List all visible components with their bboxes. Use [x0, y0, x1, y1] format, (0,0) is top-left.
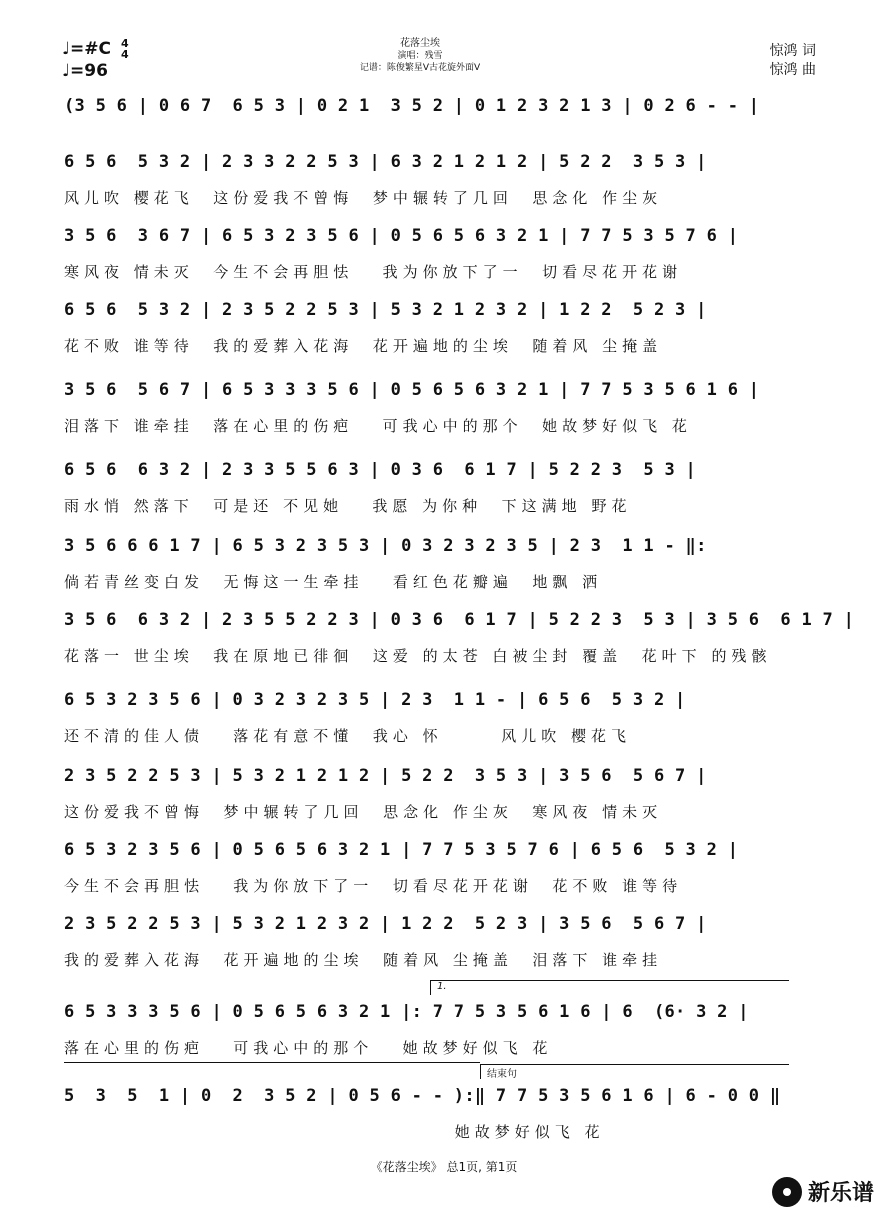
lyricist: 惊鸿 词	[769, 43, 816, 59]
lyric-line: 落在心里的伤疤 可我心中的那个 她故梦好似飞 花	[64, 1039, 553, 1057]
score-line	[0, 454, 888, 530]
composer: 惊鸿 曲	[769, 62, 816, 78]
notation-line: 6 5 6 5 3 2 | 2 3 5 2 2 5 3 | 5 3 2 1 2 3 2 | 1 2 2 5 2 3 |	[64, 300, 707, 320]
repeat-rule	[64, 1062, 480, 1063]
site-logo	[772, 1176, 874, 1207]
notation-line: 3 5 6 5 6 7 | 6 5 3 3 3 5 6 | 0 5 6 5 6 3 2 1 | 7 7 5 3 5 6 1 6 |	[64, 380, 760, 400]
score-line	[0, 1080, 888, 1156]
score-line	[0, 760, 888, 836]
logo-text: 新乐谱	[807, 1181, 874, 1206]
notation-line: 5 3 5 1 | 0 2 3 5 2 | 0 5 6 - - ):‖ 7 7 5 3 5 6 1 6 | 6 - 0 0 ‖	[64, 1086, 781, 1106]
notation-line: 6 5 3 2 3 5 6 | 0 3 2 3 2 3 5 | 2 3 1 1 - | 6 5 6 5 3 2 |	[64, 690, 686, 710]
lyric-line: 我的爱葬入花海 花开遍地的尘埃 随着风 尘掩盖 泪落下 谁牵挂	[64, 951, 663, 969]
credits	[770, 42, 816, 80]
tempo-bpm: ♩=96	[62, 61, 108, 81]
ending-bracket	[480, 1064, 789, 1079]
record-icon	[772, 1177, 802, 1207]
notation-line: 2 3 5 2 2 5 3 | 5 3 2 1 2 3 2 | 1 2 2 5 2 3 | 3 5 6 5 6 7 |	[64, 914, 707, 934]
time-signature: 4 4	[120, 37, 129, 61]
lyric-line: 雨水悄 然落下 可是还 不见她 我愿 为你种 下这满地 野花	[64, 497, 632, 515]
lyric-line: 风儿吹 樱花飞 这份爱我不曾悔 梦中辗转了几回 思念化 作尘灰	[64, 189, 663, 207]
score-line	[0, 684, 888, 760]
lyric-line: 这份爱我不曾悔 梦中辗转了几回 思念化 作尘灰 寒风夜 情未灭	[64, 803, 663, 821]
notation-line: 3 5 6 6 6 1 7 | 6 5 3 2 3 5 3 | 0 3 2 3 2 3 5 | 2 3 1 1 - ‖:	[64, 536, 707, 556]
tempo-mark	[62, 38, 129, 82]
score-line	[0, 604, 888, 680]
singer: 演唱：残雪	[397, 51, 443, 61]
score-line	[0, 374, 888, 450]
lyric-line: 还不清的佳人债 落花有意不懂 我心 怀 风儿吹 樱花飞	[64, 727, 631, 745]
title-block	[300, 38, 540, 74]
notation-line: 2 3 5 2 2 5 3 | 5 3 2 1 2 1 2 | 5 2 2 3 5 3 | 3 5 6 5 6 7 |	[64, 766, 707, 786]
lyric-line: 倘若青丝变白发 无悔这一生牵挂 看红色花瓣遍 地飘 洒	[64, 573, 603, 591]
notation-line: 3 5 6 6 3 2 | 2 3 5 5 2 2 3 | 0 3 6 6 1 7 | 5 2 2 3 5 3 | 3 5 6 6 1 7 |	[64, 610, 855, 630]
score-line	[0, 294, 888, 370]
lyric-line: 花落一 世尘埃 我在原地已徘徊 这爱 的太苍 白被尘封 覆盖 花叶下 的残骸	[64, 647, 772, 665]
notation-line: 6 5 6 5 3 2 | 2 3 3 2 2 5 3 | 6 3 2 1 2 1 2 | 5 2 2 3 5 3 |	[64, 152, 707, 172]
score-line	[0, 220, 888, 296]
volta-bracket	[430, 980, 789, 995]
page-footer: 《花落尘埃》 总1页, 第1页	[370, 1160, 518, 1174]
score-line	[0, 834, 888, 910]
transcriber: 记谱：陈俊繁星V古花旋外面V	[359, 63, 481, 73]
lyric-line: 泪落下 谁牵挂 落在心里的伤疤 可我心中的那个 她故梦好似飞 花	[64, 417, 692, 435]
score-line	[0, 146, 888, 222]
notation-line: 6 5 3 3 3 5 6 | 0 5 6 5 6 3 2 1 |: 7 7 5 3 5 6 1 6 | 6 (6· 3 2 |	[64, 1002, 749, 1022]
ending-label: 结束句	[487, 1069, 517, 1080]
lyric-line: 她故梦好似飞 花	[64, 1123, 605, 1141]
notation-line: (3 5 6 | 0 6 7 6 5 3 | 0 2 1 3 5 2 | 0 1 2 3 2 1 3 | 0 2 6 - - |	[64, 96, 760, 116]
lyric-line: 寒风夜 情未灭 今生不会再胆怯 我为你放下了一 切看尽花开花谢	[64, 263, 683, 281]
notation-line: 6 5 3 2 3 5 6 | 0 5 6 5 6 3 2 1 | 7 7 5 3 5 7 6 | 6 5 6 5 3 2 |	[64, 840, 739, 860]
key-signature: ♩=#C	[62, 39, 111, 59]
score-line	[0, 530, 888, 606]
notation-line: 3 5 6 3 6 7 | 6 5 3 2 3 5 6 | 0 5 6 5 6 3 2 1 | 7 7 5 3 5 7 6 |	[64, 226, 739, 246]
lyric-line: 今生不会再胆怯 我为你放下了一 切看尽花开花谢 花不败 谁等待	[64, 877, 683, 895]
score-header	[0, 0, 888, 90]
score-line	[0, 996, 888, 1072]
volta-label: 1.	[437, 981, 447, 992]
notation-line: 6 5 6 6 3 2 | 2 3 3 5 5 6 3 | 0 3 6 6 1 7 | 5 2 2 3 5 3 |	[64, 460, 697, 480]
score-line	[0, 908, 888, 984]
lyric-line: 花不败 谁等待 我的爱葬入花海 花开遍地的尘埃 随着风 尘掩盖	[64, 337, 663, 355]
song-title: 花落尘埃	[400, 38, 440, 49]
